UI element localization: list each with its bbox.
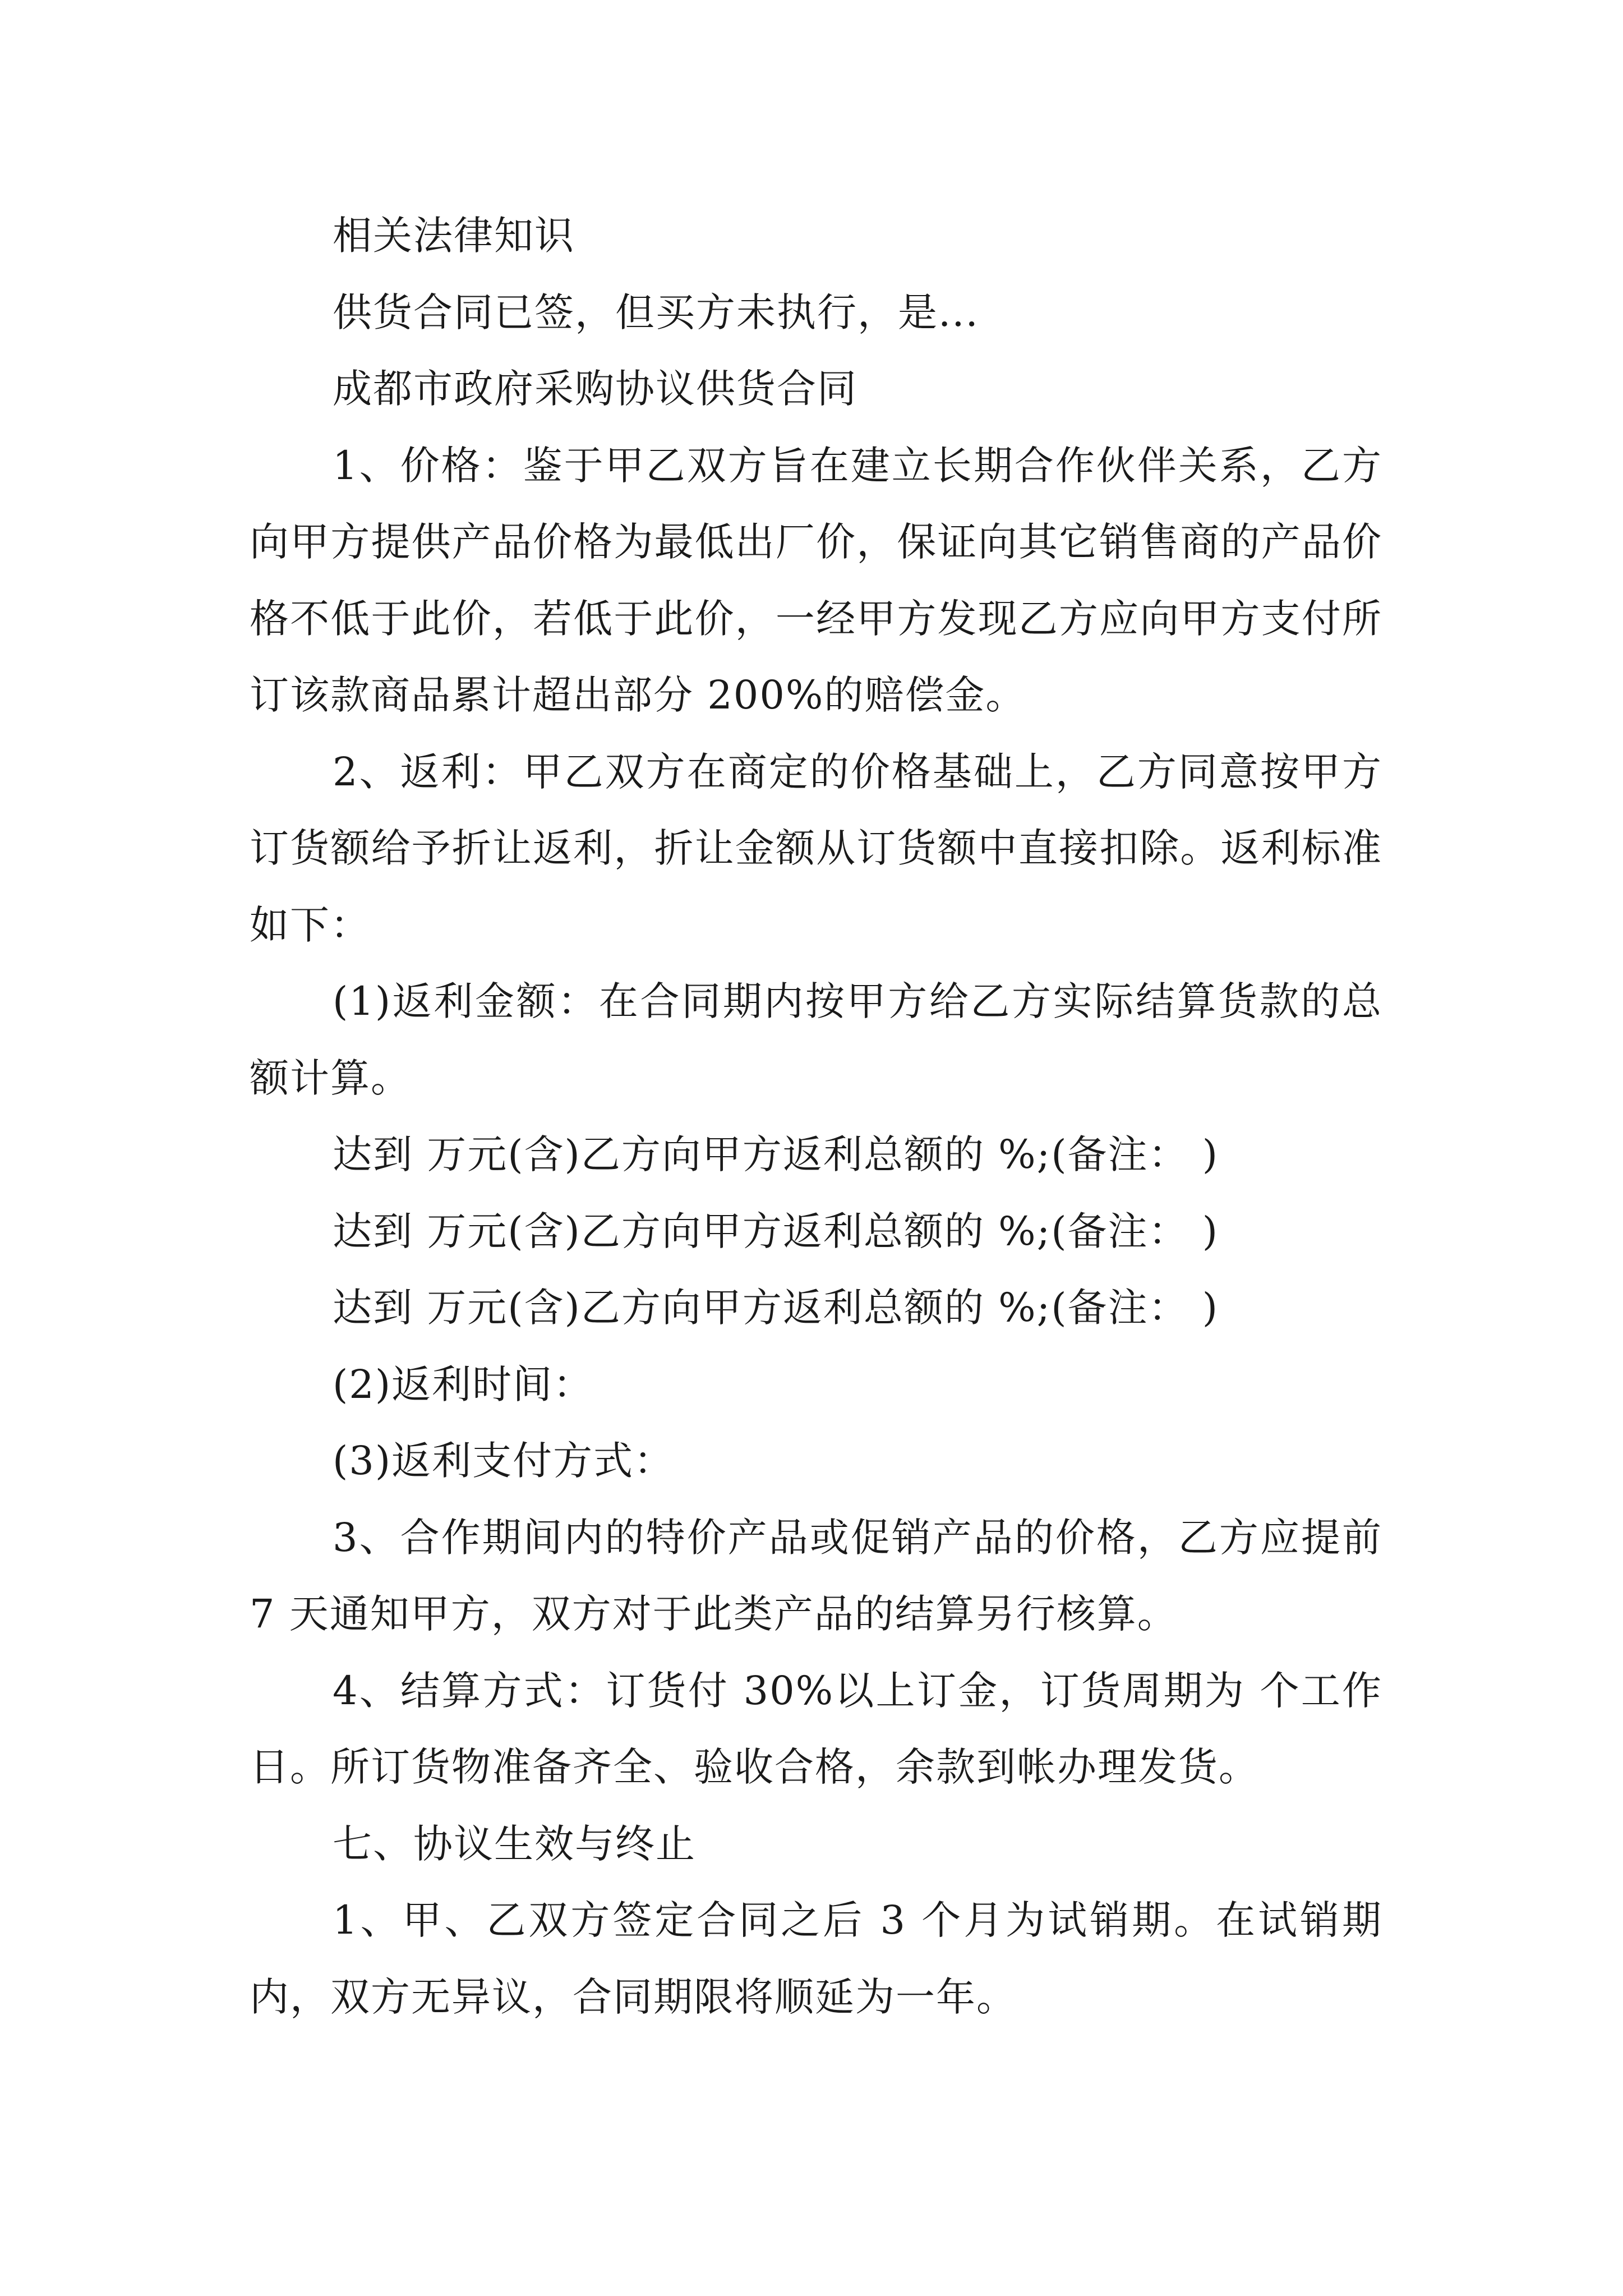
clause-special-price: 3、合作期间内的特价产品或促销产品的价格，乙方应提前 7 天通知甲方，双方对于此类产品的结算另行核算。 xyxy=(250,1514,1382,1637)
clause-trial-period: 1、甲、乙双方签定合同之后 3 个月为试销期。在试销期内，双方无异议，合同期限将顺延为一年。 xyxy=(250,1897,1382,2020)
clause-price: 1、价格：鉴于甲乙双方旨在建立长期合作伙伴关系，乙方向甲方提供产品价格为最低出厂价，保证向其它销售商的产品价格不低于此价，若低于此价，一经甲方发现乙方应向甲方支付所订该款商品累计超出部分 200%的赔偿金。 xyxy=(250,442,1382,718)
rebate-tier-2: 达到 万元(含)乙方向甲方返利总额的 %;(备注： ) xyxy=(333,1208,1219,1254)
rebate-time: (2)返利时间： xyxy=(333,1361,594,1407)
clause-settlement: 4、结算方式：订货付 30%以上订金，订货周期为 个工作日。所订货物准备齐全、验收合格，余款到帐办理发货。 xyxy=(250,1667,1382,1790)
rebate-payment-method: (3)返利支付方式： xyxy=(333,1438,675,1484)
section-effect-termination: 七、协议生效与终止 xyxy=(333,1820,696,1867)
paragraph-supply-contract-question: 供货合同已签，但买方未执行，是... xyxy=(333,289,979,335)
document-body xyxy=(250,197,1382,2035)
rebate-amount: (1)返利金额：在合同期内按甲方给乙方实际结算货款的总额计算。 xyxy=(250,978,1382,1101)
heading-contract-title: 成都市政府采购协议供货合同 xyxy=(333,366,857,412)
rebate-tier-3: 达到 万元(含)乙方向甲方返利总额的 %;(备注： ) xyxy=(333,1285,1219,1331)
clause-rebate: 2、返利：甲乙双方在商定的价格基础上，乙方同意按甲方订货额给予折让返利，折让金额从订货额中直接扣除。返利标准如下： xyxy=(250,748,1382,948)
rebate-tier-1: 达到 万元(含)乙方向甲方返利总额的 %;(备注： ) xyxy=(333,1131,1219,1177)
heading-legal-knowledge: 相关法律知识 xyxy=(333,213,575,259)
